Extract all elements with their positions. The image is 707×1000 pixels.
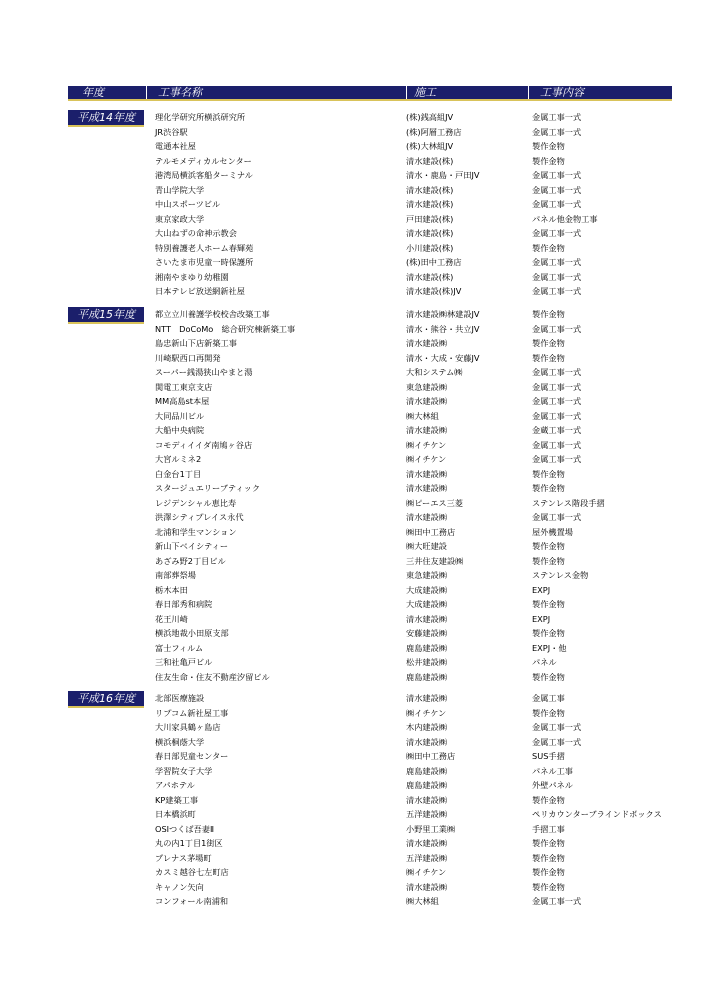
contractor: 清水・鹿島・戸田JV	[406, 170, 480, 180]
work-content: 金属工事一式	[532, 286, 582, 296]
header-divider	[406, 86, 407, 99]
contractor: 清水建設(株)	[406, 184, 454, 195]
work-content: 金属工事一式	[532, 381, 582, 392]
work-name: 横浜地裁小田原支部	[155, 628, 229, 638]
contractor: 清水建設(株)	[406, 271, 454, 282]
work-content: ステンレス金物	[532, 570, 589, 580]
work-name: 大山ねずの命神示教会	[155, 228, 237, 238]
contractor: ㈱イチケン	[406, 707, 447, 718]
contractor: 鹿島建設㈱	[406, 642, 447, 653]
work-name: 住友生命・住友不動産汐留ビル	[155, 671, 270, 682]
contractor: 松井建設㈱	[406, 657, 447, 667]
contractor: 清水・大成・安藤JV	[406, 352, 480, 363]
work-name: 南部葬祭場	[155, 570, 196, 580]
work-name: 丸の内1丁目1街区	[155, 838, 223, 848]
work-name: 日本橋浜町	[155, 809, 196, 819]
contractor: 清水建設㈱	[406, 512, 447, 522]
fiscal-year-badge: 平成14年度	[68, 110, 144, 127]
contractor: (株)田中工務店	[406, 257, 462, 267]
contractor: ㈱大旺建設	[406, 541, 447, 551]
work-name: 大同品川ビル	[155, 410, 205, 421]
work-content: 金属工事	[532, 693, 565, 703]
work-content: パネル	[532, 657, 557, 667]
work-name: レジデンシャル恵比寿	[155, 497, 237, 508]
work-name: 学習院女子大学	[155, 765, 213, 776]
work-name: 三和社亀戸ビル	[155, 657, 213, 667]
work-content: 製作金物	[532, 867, 565, 877]
work-name: 関電工東京支店	[155, 381, 213, 392]
work-content: 製作金物	[532, 309, 565, 319]
work-content: 金属工事一式	[532, 512, 582, 522]
work-name: 湘南やまゆり幼稚園	[155, 271, 229, 282]
work-name: 大宮ルミネ2	[155, 454, 202, 464]
work-content: 製作金物	[532, 628, 565, 638]
work-content: 金属工事一式	[532, 367, 582, 377]
contractor: 清水建設㈱	[406, 736, 447, 747]
work-content: EXPJ	[532, 584, 551, 595]
work-content: EXPJ・他	[532, 642, 567, 653]
work-name: テルモメディカルセンター	[155, 155, 252, 166]
work-name: 白金台1丁目	[155, 468, 202, 479]
work-name: 港湾局横浜客船ターミナル	[155, 170, 253, 180]
work-content: 金属工事一式	[532, 170, 582, 180]
work-content: 製作金物	[532, 483, 565, 493]
contractor: 清水建設㈱	[406, 338, 447, 348]
work-name: コンフォール南浦和	[155, 896, 229, 906]
work-content: 製作金物	[532, 852, 565, 863]
header-content: 工事内容	[540, 86, 584, 99]
contractor: 清水建設(株)	[406, 228, 454, 238]
work-name: リプコム新社屋工事	[155, 707, 229, 718]
contractor: 三井住友建設㈱	[406, 555, 464, 566]
work-content: 製作金物	[532, 541, 565, 551]
work-content: 製作金物	[532, 707, 565, 718]
work-content: 製作金物	[532, 242, 565, 253]
work-name: スーパー銭湯狭山やまと湯	[155, 367, 253, 377]
work-content: EXPJ	[532, 613, 551, 624]
contractor: 清水建設㈱林建設JV	[406, 309, 480, 319]
work-name: さいたま市児童一時保護所	[155, 257, 254, 267]
contractor: 清水建設(株)	[406, 155, 454, 166]
contractor: ㈱ピーエス三菱	[406, 497, 463, 508]
contractor: 鹿島建設㈱	[406, 765, 447, 776]
contractor: ㈱イチケン	[406, 867, 447, 877]
work-name: 花王川崎	[155, 613, 188, 624]
contractor: 鹿島建設㈱	[406, 780, 447, 790]
contractor: ㈱大林組	[406, 410, 439, 421]
work-name: あざみ野2丁目ビル	[155, 555, 226, 566]
contractor: 清水建設㈱	[406, 396, 447, 406]
work-content: 金属工事一式	[532, 184, 582, 195]
work-name: MM高島st本屋	[155, 396, 210, 406]
contractor: 東急建設㈱	[406, 570, 447, 580]
contractor: 大成建設㈱	[406, 584, 447, 595]
work-content: 金属工事一式	[532, 323, 582, 334]
contractor: 清水・熊谷・共立JV	[406, 323, 480, 334]
work-content: 製作金物	[532, 881, 565, 892]
work-name: 北部医療施設	[155, 693, 205, 703]
header-year: 年度	[82, 86, 104, 99]
work-name: カスミ越谷七左町店	[155, 867, 229, 877]
work-content: 製作金物	[532, 555, 565, 566]
work-name: 都立立川養護学校校舎改築工事	[155, 309, 270, 319]
contractor: 大成建設㈱	[406, 599, 447, 609]
work-name: 島忠新山下店新築工事	[155, 338, 237, 348]
work-name: 富士フィルム	[155, 642, 204, 653]
contractor: ㈱田中工務店	[406, 526, 456, 537]
work-content: ペリカウンターブラインドボックス	[532, 809, 662, 819]
fiscal-year-badge: 平成15年度	[68, 307, 144, 324]
work-name: 大船中央病院	[155, 425, 205, 435]
header-divider	[528, 86, 529, 99]
work-content: 金属工事一式	[532, 736, 582, 747]
contractor: ㈱イチケン	[406, 439, 447, 450]
work-name: 大川家具鶴ヶ島店	[155, 722, 221, 732]
contractor: (株)銭高組JV	[406, 112, 454, 122]
work-name: 川崎駅西口再開発	[155, 352, 221, 363]
contractor: 清水建設㈱	[406, 794, 447, 805]
work-content: パネル他金物工事	[532, 213, 598, 224]
work-name: 東京家政大学	[155, 213, 205, 224]
work-content: 手摺工事	[532, 823, 565, 834]
work-content: 屋外機置場	[532, 526, 573, 537]
contractor: 清水建設(株)JV	[406, 286, 462, 296]
fiscal-year-badge: 平成16年度	[68, 691, 144, 708]
work-name: KP建築工事	[155, 794, 199, 805]
work-content: 製作金物	[532, 468, 565, 479]
contractor: ㈱イチケン	[406, 454, 447, 464]
contractor: 東急建設㈱	[406, 381, 447, 392]
work-name: OSIつくば吾妻Ⅱ	[155, 823, 215, 834]
contractor: (株)阿層工務店	[406, 126, 462, 137]
work-name: 中山スポーツビル	[155, 199, 221, 209]
work-content: 製作金物	[532, 838, 565, 848]
work-name: 春日部児童センター	[155, 751, 229, 761]
contractor: (株)大林組JV	[406, 141, 454, 151]
work-content: 製作金物	[532, 155, 565, 166]
work-content: 製作金物	[532, 141, 565, 151]
work-content: 金蔵工事一式	[532, 425, 582, 435]
work-content: 製作金物	[532, 794, 565, 805]
contractor: 木内建設㈱	[406, 722, 447, 732]
work-name: スタージュエリーブティック	[155, 483, 261, 493]
work-name: NTT DoCoMo 総合研究棟新築工事	[155, 323, 296, 334]
work-content: 金属工事一式	[532, 257, 582, 267]
work-content: 金属工事一式	[532, 112, 582, 122]
work-content: 金属工事一式	[532, 199, 582, 209]
work-name: 新山下ベイシティー	[155, 541, 229, 551]
work-name: 洪澤シティプレイス永代	[155, 512, 244, 522]
contractor: 安藤建設㈱	[406, 628, 447, 638]
work-content: パネル工事	[532, 765, 573, 776]
work-content: ステンレス階段手摺	[532, 497, 605, 508]
header-builder: 施工	[414, 86, 436, 99]
contractor: 清水建設㈱	[406, 693, 447, 703]
work-name: 北浦和学生マンション	[155, 526, 237, 537]
work-content: 金属工事一式	[532, 126, 582, 137]
work-content: 金属工事一式	[532, 410, 582, 421]
work-content: 金属工事一式	[532, 454, 582, 464]
work-content: 金属工事一式	[532, 722, 582, 732]
contractor: 清水建設㈱	[406, 838, 447, 848]
header-divider	[146, 86, 147, 99]
work-name: 特別養護老人ホーム春輝苑	[155, 242, 254, 253]
work-content: 製作金物	[532, 352, 565, 363]
contractor: 清水建設㈱	[406, 483, 447, 493]
work-name: コモディイイダ南鳩ヶ谷店	[155, 439, 253, 450]
work-name: 青山学院大学	[155, 184, 205, 195]
work-content: 金属工事一式	[532, 271, 582, 282]
work-name: 電通本社屋	[155, 141, 196, 151]
work-name: プレナス茅場町	[155, 852, 212, 863]
work-content: 金属工事一式	[532, 396, 582, 406]
work-name: 横浜桐蔭大学	[155, 736, 205, 747]
work-name: 栃木本田	[155, 584, 188, 595]
contractor: 小川建設(株)	[406, 242, 454, 253]
work-name: 春日部秀和病院	[155, 599, 213, 609]
contractor: 清水建設(株)	[406, 199, 454, 209]
work-content: 製作金物	[532, 671, 565, 682]
contractor: ㈱田中工務店	[406, 751, 456, 761]
contractor: 大和システム㈱	[406, 367, 463, 377]
work-name: 理化学研究所横浜研究所	[155, 112, 246, 122]
work-name: 日本テレビ放送網新社屋	[155, 286, 245, 296]
work-content: 外壁パネル	[532, 780, 573, 790]
contractor: 清水建設㈱	[406, 425, 447, 435]
contractor: 小野里工業㈱	[406, 823, 456, 834]
work-name: アパホテル	[155, 780, 195, 790]
header-name: 工事名称	[158, 86, 202, 99]
contractor: 五洋建設㈱	[406, 809, 447, 819]
work-content: 金属工事一式	[532, 228, 582, 238]
contractor: 清水建設㈱	[406, 613, 447, 624]
contractor: 清水建設㈱	[406, 881, 447, 892]
work-content: SUS手摺	[532, 751, 565, 761]
work-name: キャノン矢向	[155, 881, 204, 892]
work-content: 金属工事一式	[532, 439, 582, 450]
contractor: 五洋建設㈱	[406, 852, 447, 863]
contractor: ㈱大林組	[406, 896, 439, 906]
contractor: 戸田建設(株)	[406, 213, 454, 224]
contractor: 鹿島建設㈱	[406, 671, 447, 682]
work-name: JR渋谷駅	[155, 126, 188, 137]
work-content: 金属工事一式	[532, 896, 582, 906]
work-content: 製作金物	[532, 338, 565, 348]
contractor: 清水建設㈱	[406, 468, 447, 479]
work-content: 製作金物	[532, 599, 565, 609]
table-header	[68, 86, 672, 101]
